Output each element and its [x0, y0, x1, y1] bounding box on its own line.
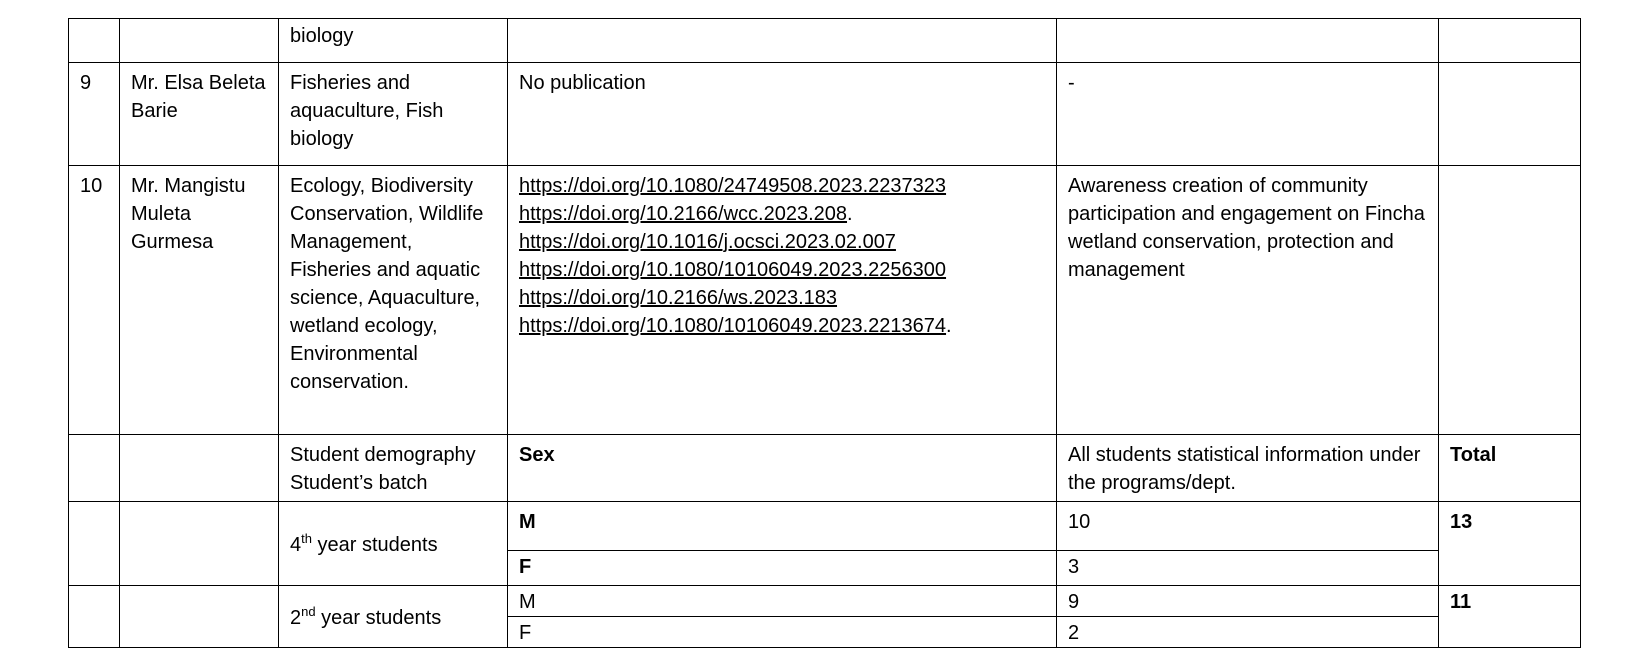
sex-m: M [508, 586, 1057, 617]
cell-extra [1439, 166, 1581, 435]
total-header: Total [1439, 435, 1581, 502]
cell-publication-links: https://doi.org/10.1080/24749508.2023.2237323 https://doi.org/10.2166/wcc.2023.208. https://doi.org/10.1016/j.ocsci.2023.02.007 https://doi.org/10.1080/10106049.2023.2256300 https://doi.org/10.2166/ws.2023.183 https://doi.org/10.1080/10106049.2023.2213674. [508, 166, 1057, 435]
table-row [69, 586, 1581, 617]
cell-no: 9 [69, 63, 120, 166]
cell-name: Mr. Mangistu Muleta Gurmesa [120, 166, 279, 435]
count-f: 2 [1057, 617, 1439, 648]
cell-area: Fisheries and aquaculture, Fish biology [279, 63, 508, 166]
batch-2nd-year: 2nd year students [279, 586, 508, 648]
doi-link[interactable]: https://doi.org/10.1016/j.ocsci.2023.02.007 [519, 231, 896, 253]
doi-link[interactable]: https://doi.org/10.2166/wcc.2023.208 [519, 203, 848, 225]
doi-link[interactable]: https://doi.org/10.1080/10106049.2023.2213674 [519, 315, 947, 337]
cell-area: biology [279, 19, 508, 63]
cell-demography-label [279, 435, 508, 502]
sex-m: M [508, 502, 1057, 551]
total-count: 11 [1439, 586, 1581, 648]
doi-link[interactable]: https://doi.org/10.2166/ws.2023.183 [519, 287, 838, 309]
table-row [69, 166, 1581, 435]
sex-header: Sex [508, 435, 1057, 502]
sex-f: F [508, 617, 1057, 648]
cell-publication [508, 19, 1057, 63]
cell-name [120, 586, 279, 648]
batch-label: Student’s batch [290, 472, 428, 494]
total-count: 13 [1439, 502, 1581, 586]
cell-name [120, 435, 279, 502]
cell-extra [1439, 63, 1581, 166]
table-row [69, 502, 1581, 551]
cell-no: 10 [69, 166, 120, 435]
batch-4th-year: 4th year students [279, 502, 508, 586]
doi-link[interactable]: https://doi.org/10.1080/24749508.2023.2237323 [519, 175, 947, 197]
cell-no [69, 502, 120, 586]
count-m: 9 [1057, 586, 1439, 617]
count-f: 3 [1057, 551, 1439, 586]
sex-f: F [508, 551, 1057, 586]
doi-link[interactable]: https://doi.org/10.1080/10106049.2023.2256300 [519, 259, 947, 281]
cell-community: - [1057, 63, 1439, 166]
table-row [69, 63, 1581, 166]
cell-community: Awareness creation of community participation and engagement on Fincha wetland conservation, protection and management [1057, 166, 1439, 435]
cell-area: Ecology, Biodiversity Conservation, Wildlife Management, Fisheries and aquatic science, Aquaculture, wetland ecology, Environmental conservation. [279, 166, 508, 435]
table-row [69, 435, 1581, 502]
cell-extra [1439, 19, 1581, 63]
cell-name [120, 19, 279, 63]
statistics-header: All students statistical information under the programs/dept. [1057, 435, 1439, 502]
cell-no [69, 586, 120, 648]
cell-no [69, 19, 120, 63]
cell-publication: No publication [508, 63, 1057, 166]
cell-community [1057, 19, 1439, 63]
staff-student-table [68, 18, 1581, 648]
count-m: 10 [1057, 502, 1439, 551]
table-row [69, 19, 1581, 63]
demography-label: Student demography [290, 444, 476, 466]
cell-name: Mr. Elsa Beleta Barie [120, 63, 279, 166]
cell-no [69, 435, 120, 502]
cell-name [120, 502, 279, 586]
